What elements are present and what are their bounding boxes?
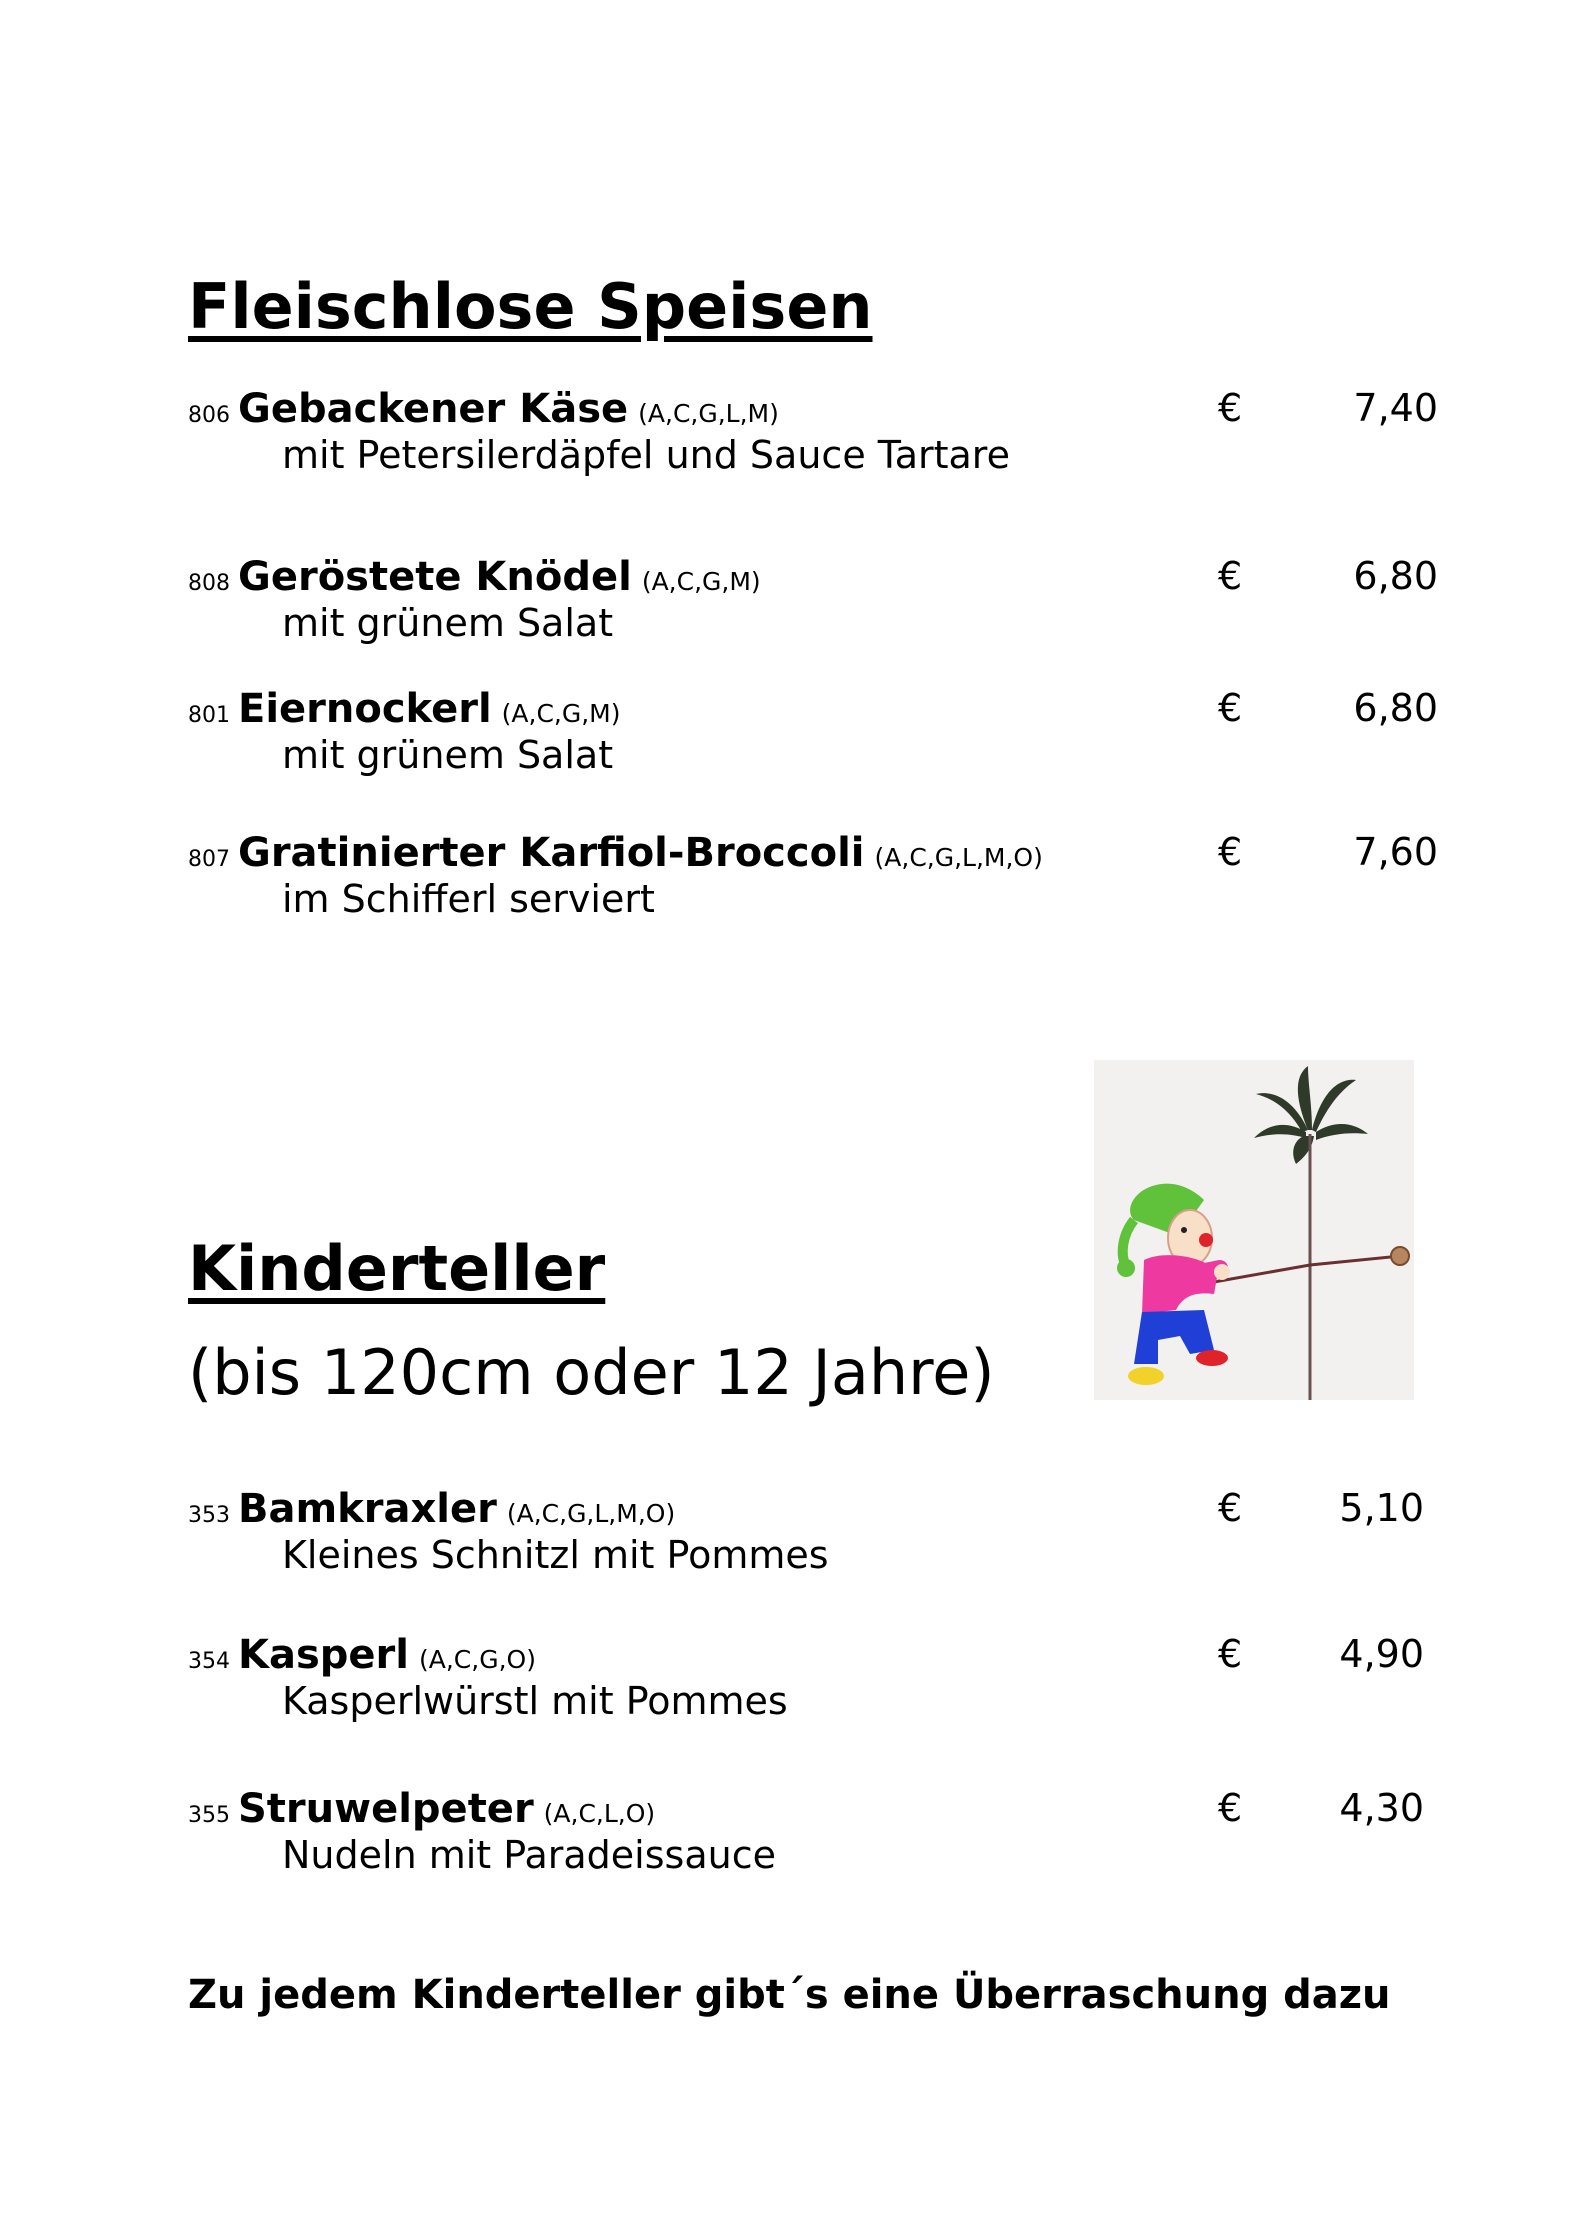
item-name: Gratinierter Karfiol-Broccoli: [238, 830, 865, 876]
item-allergens: (A,C,G,L,M,O): [874, 843, 1043, 872]
menu-item: [188, 554, 1438, 664]
menu-item: [188, 1632, 1438, 1742]
footer-note: Zu jedem Kinderteller gibt´s eine Überraschung dazu: [188, 1972, 1391, 2018]
item-number: 808: [188, 571, 230, 596]
menu-item-header: [188, 1486, 675, 1532]
menu-item: [188, 1486, 1438, 1596]
menu-item-header: [188, 830, 1043, 876]
item-price: 6,80: [1353, 554, 1438, 598]
menu-item-header: [188, 1632, 536, 1678]
item-price: 5,10: [1339, 1486, 1424, 1530]
item-name: Eiernockerl: [238, 686, 492, 732]
item-number: 806: [188, 403, 230, 428]
item-description: mit grünem Salat: [282, 601, 614, 645]
item-name: Gebackener Käse: [238, 386, 629, 432]
section-title-fleischlose-speisen: Fleischlose Speisen: [188, 270, 873, 343]
item-price: 7,60: [1353, 830, 1438, 874]
item-number: 354: [188, 1649, 230, 1674]
item-currency: €: [1218, 1632, 1243, 1676]
item-number: 355: [188, 1803, 230, 1828]
item-allergens: (A,C,G,O): [419, 1645, 536, 1674]
item-allergens: (A,C,L,O): [543, 1799, 656, 1828]
menu-item-header: [188, 386, 779, 432]
item-currency: €: [1218, 386, 1243, 430]
item-allergens: (A,C,G,L,M): [638, 399, 779, 428]
item-name: Geröstete Knödel: [238, 554, 632, 600]
item-currency: €: [1218, 1486, 1243, 1530]
item-currency: €: [1218, 686, 1243, 730]
item-currency: €: [1218, 554, 1243, 598]
climbing-gnome-illustration: [1094, 1060, 1414, 1400]
menu-item: [188, 386, 1438, 496]
item-currency: €: [1218, 1786, 1243, 1830]
menu-item: [188, 830, 1438, 940]
item-allergens: (A,C,G,L,M,O): [506, 1499, 676, 1528]
item-description: Nudeln mit Paradeissauce: [282, 1833, 776, 1877]
menu-item-header: [188, 686, 621, 732]
section-subtitle: (bis 120cm oder 12 Jahre): [188, 1336, 995, 1409]
item-name: Bamkraxler: [238, 1486, 497, 1532]
item-price: 4,90: [1339, 1632, 1424, 1676]
item-allergens: (A,C,G,M): [641, 567, 761, 596]
item-description: mit grünem Salat: [282, 733, 614, 777]
item-price: 7,40: [1353, 386, 1438, 430]
item-description: im Schifferl serviert: [282, 877, 655, 921]
item-allergens: (A,C,G,M): [501, 699, 621, 728]
menu-item-header: [188, 1786, 655, 1832]
menu-item: [188, 1786, 1438, 1896]
item-number: 353: [188, 1503, 230, 1528]
item-name: Struwelpeter: [238, 1786, 534, 1832]
item-name: Kasperl: [238, 1632, 409, 1678]
item-description: Kasperlwürstl mit Pommes: [282, 1679, 788, 1723]
item-currency: €: [1218, 830, 1243, 874]
section-title-kinderteller: Kinderteller: [188, 1232, 606, 1305]
gnome-icon: [1094, 1060, 1414, 1400]
menu-item: [188, 686, 1438, 796]
item-number: 807: [188, 847, 230, 872]
item-price: 6,80: [1353, 686, 1438, 730]
item-number: 801: [188, 703, 230, 728]
item-description: Kleines Schnitzl mit Pommes: [282, 1533, 829, 1577]
item-description: mit Petersilerdäpfel und Sauce Tartare: [282, 433, 1010, 477]
item-price: 4,30: [1339, 1786, 1424, 1830]
menu-item-header: [188, 554, 761, 600]
